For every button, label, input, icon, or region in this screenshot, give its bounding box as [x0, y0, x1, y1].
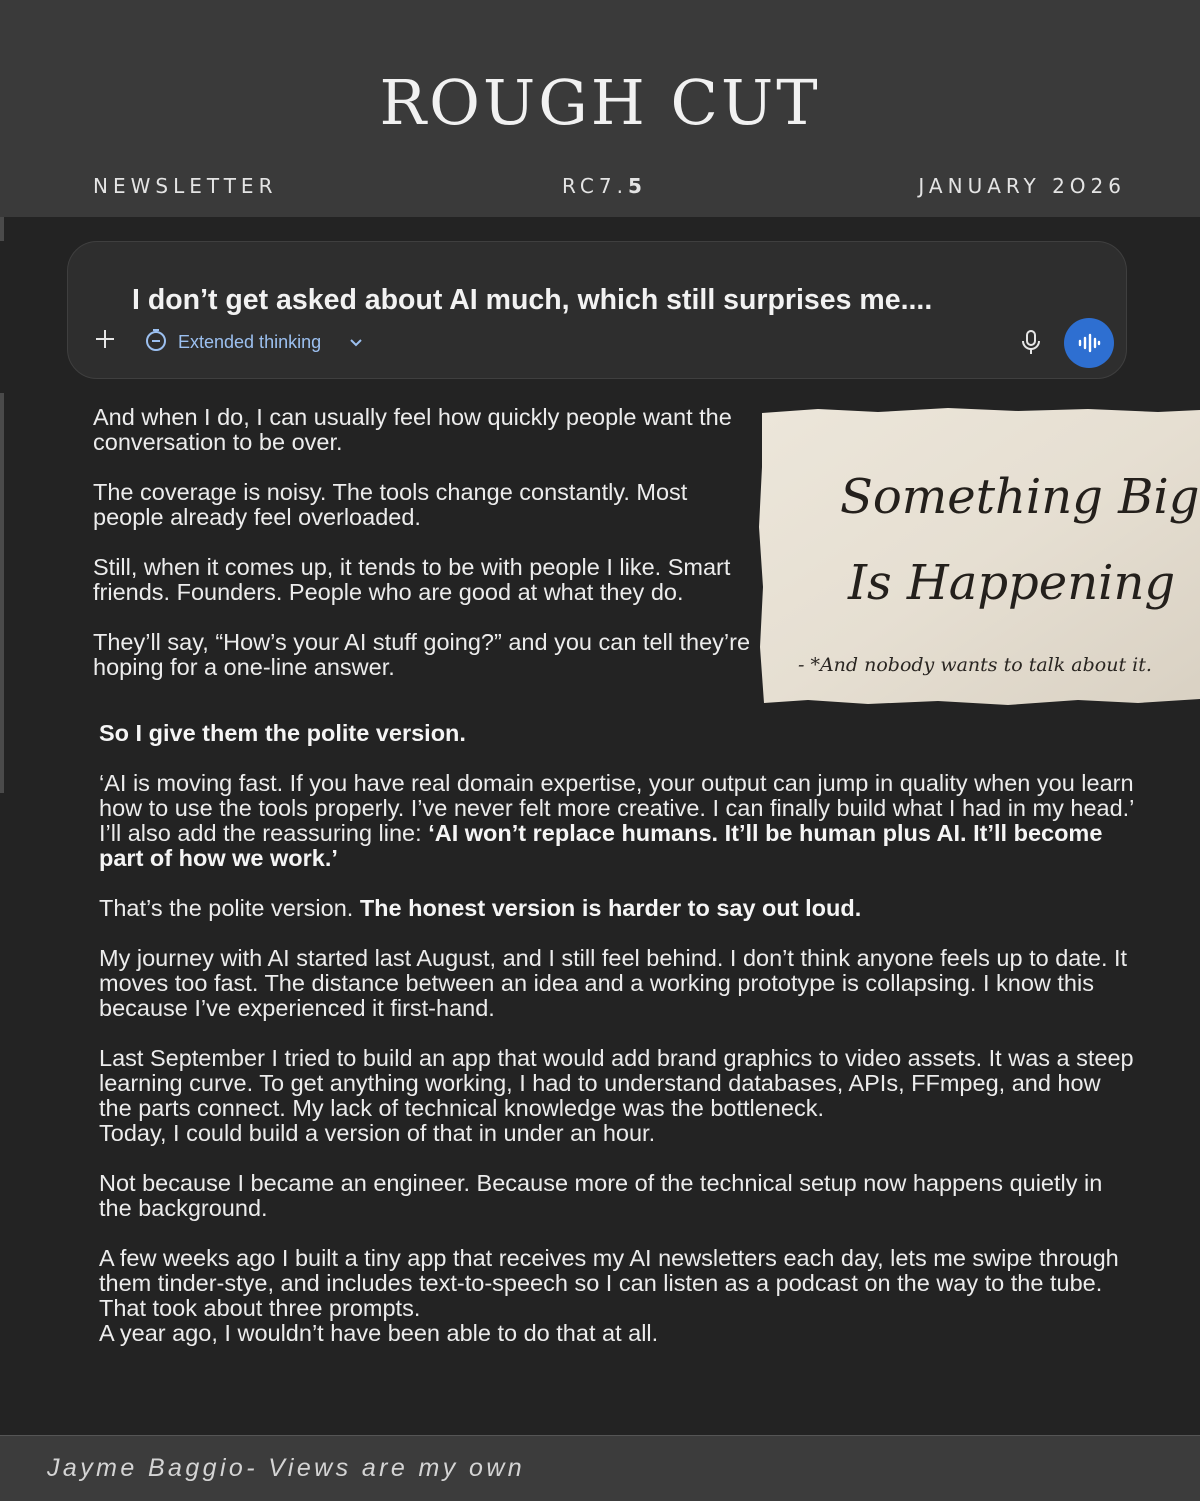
intro-paragraph: The coverage is noisy. The tools change constantly. Most people already feel overloaded.	[93, 479, 688, 530]
issue-date: JANUARY 2O26	[918, 174, 1126, 198]
masthead	[0, 0, 1200, 217]
author-credit: Jayme Baggio- Views are my own	[47, 1454, 526, 1482]
not-because-paragraph: Not because I became an engineer. Because more of the technical setup now happens quietly in the background.	[99, 1170, 1103, 1221]
issue-prefix: RC7.	[562, 174, 628, 198]
extended-thinking-toggle[interactable]: Extended thinking	[178, 332, 322, 352]
timer-icon[interactable]	[144, 328, 168, 352]
intro-paragraph: Still, when it comes up, it tends to be with people I like. Smart friends. Founders. People who are good at what they do.	[93, 554, 731, 605]
weeks-ago-paragraph: A few weeks ago I built a tiny app that receives my AI newsletters each day, lets me swipe through them tinder-stye, and includes text-to-speech so I can listen as a podcast on the way to the tube. That took about three prompts. A year ago, I wouldn’t have been able to do that at all.	[99, 1245, 1119, 1346]
note-subline: - *And nobody wants to talk about it.	[798, 654, 1152, 676]
chat-prompt-box[interactable]	[67, 241, 1127, 379]
plus-icon[interactable]	[94, 328, 116, 350]
year-ago-line: A year ago, I wouldn’t have been able to do that at all.	[99, 1320, 659, 1346]
article-body	[99, 721, 1139, 1371]
chevron-down-icon[interactable]	[349, 336, 363, 350]
september-paragraph: Last September I tried to build an app that would add brand graphics to video assets. It was a steep learning curve. To get anything working, I had to understand databases, APIs, FFmpeg, and how the parts connect. My lack of technical knowledge was the bottleneck. Today, I could build a version of that in under an hour.	[99, 1045, 1134, 1146]
honest-bold: The honest version is harder to say out loud.	[359, 895, 862, 921]
left-rule-middle	[0, 393, 4, 793]
intro-paragraph: They’ll say, “How’s your AI stuff going?” and you can tell they’re hoping for a one-line answer.	[93, 629, 751, 680]
polite-quote: ‘AI is moving fast. If you have real domain expertise, your output can jump in quality when you learn how to use the tools properly. I’ve never felt more creative. I can finally build what I had in my head.’	[99, 770, 1135, 821]
polite-heading: So I give them the polite version.	[99, 720, 466, 746]
footer	[0, 1435, 1200, 1501]
polite-quote-paragraph	[99, 771, 1139, 871]
voice-mode-button[interactable]	[1064, 318, 1114, 368]
torn-paper-note	[758, 407, 1200, 707]
newsletter-title: ROUGH CUT	[379, 66, 821, 139]
journey-paragraph: My journey with AI started last August, and I still feel behind. I don’t think anyone feels up to date. It moves too fast. The distance between an idea and a working prototype is collapsing. I know this because I’ve experienced it first-hand.	[99, 945, 1128, 1021]
reassure-lead: I’ll also add the reassuring line:	[99, 820, 429, 846]
honest-paragraph: That’s the polite version. The honest version is harder to say out loud.	[99, 895, 862, 921]
intro-text	[93, 405, 758, 705]
microphone-icon[interactable]	[1019, 329, 1043, 355]
issue-suffix: 5	[627, 174, 647, 198]
voice-waveform-icon	[1077, 333, 1101, 353]
intro-paragraph: And when I do, I can usually feel how quickly people want the conversation to be over.	[93, 404, 732, 455]
issue-number	[562, 174, 647, 198]
left-rule-top	[0, 217, 4, 241]
note-headline-line2: Is Happening	[848, 555, 1176, 611]
reassure-quote: ‘AI won’t replace humans. It’ll be human plus AI. It’ll become part of how we work.’	[99, 820, 1103, 871]
today-line: Today, I could build a version of that in under an hour.	[99, 1120, 656, 1146]
note-headline-line1: Something Big	[840, 469, 1200, 525]
newsletter-label: NEWSLETTER	[93, 174, 278, 198]
prompt-text[interactable]: I don’t get asked about AI much, which still surprises me....	[132, 284, 933, 316]
